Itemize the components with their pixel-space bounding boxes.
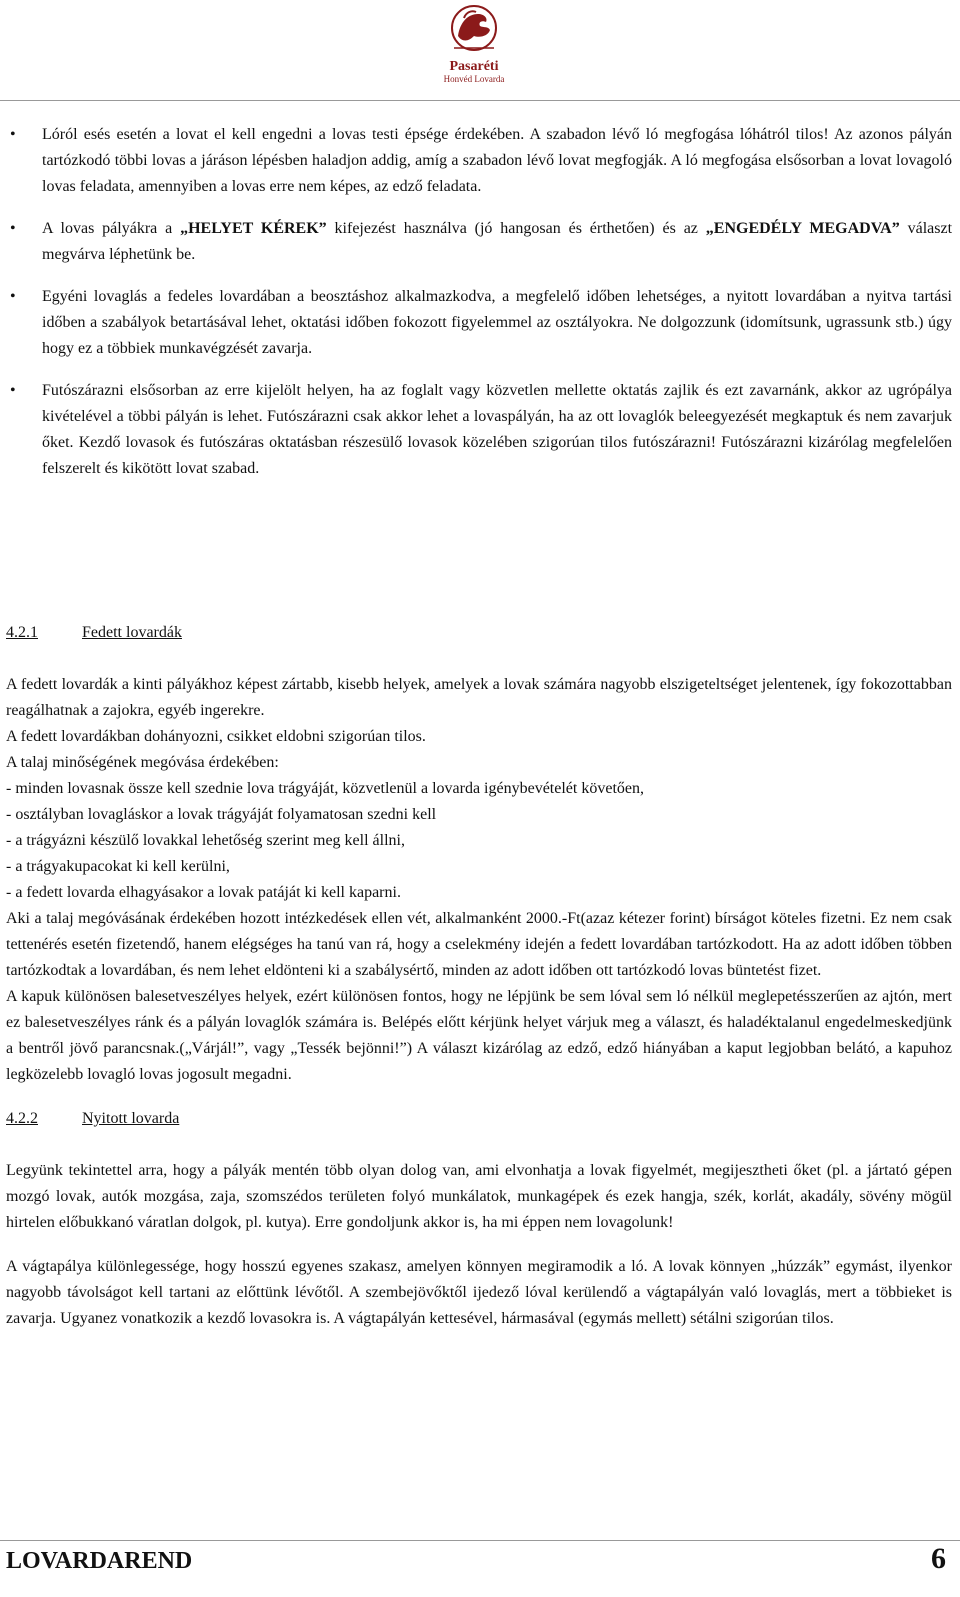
paragraph: A fedett lovardákban dohányozni, csikket eldobni szigorúan tilos. — [6, 728, 426, 745]
logo-subtitle: Honvéd Lovarda — [443, 74, 505, 84]
bullet-bold-permission: „ENGEDÉLY MEGADVA” — [705, 220, 900, 237]
bullet-item — [8, 378, 952, 482]
bullet-text: Egyéni lovaglás a fedeles lovardában a beosztáshoz alkalmazkodva, a megfelelő időben lehetséges, a nyitott lovardában a nyitva tartási időben a szabályok betartásával lehet, oktatási időben fokozott figyelemmel az osztályokra. Ne dolgozzunk (idomítsunk, ugrassunk stb.) úgy hogy ez a többiek munkavégzését zavarja. — [42, 288, 952, 357]
paragraph: A fedett lovardák a kinti pályákhoz képest zártabb, kisebb helyek, amelyek a lovak számára nagyobb elszigeteltséget jelentenek, így fokozottabban reagálhatnak a zajokra, egyéb ingerekre. — [6, 676, 952, 719]
bullet-text: Lóról esés esetén a lovat el kell engedni a lovas testi épsége érdekében. A szabadon lévő ló megfogása lóhátról tilos! Az azonos pályán tartózkodó többi lovas a járáson lépésben haladjon addig, amíg a szabadon lévő lovat megfogják. A ló megfogása elsősorban a lovat lovagoló lovas feladata, amennyiben a lovas erre nem képes, az edző feladata. — [42, 126, 952, 195]
page-number: 6 — [931, 1542, 946, 1575]
bullet-bold-request: „HELYET KÉREK” — [180, 220, 327, 237]
list-item: - a trágyázni készülő lovakkal lehetőség szerint meg kell állni, — [6, 832, 405, 849]
paragraph: A vágtapálya különlegessége, hogy hosszú egyenes szakasz, amelyen könnyen megiramodik a ló. A lovak könnyen „húzzák” egymást, ilyenkor nagyobb távolságot kell tartani az előttünk lévőtől. A szembejövőktől ijedező lóval kerülendő a vágtapályán való lovaglás, mert a többieket is zavarja. Ugyanez vonatkozik a kezdő lovasokra is. A vágtapályán kettesével, hármasával (egymás mellett) sétálni szigorúan tilos. — [6, 1258, 952, 1327]
bullet-icon: • — [10, 382, 16, 399]
paragraph: Aki a talaj megóvásának érdekében hozott intézkedések ellen vét, alkalmanként 2000.-Ft(azaz kétezer forint) bírságot köteles fizetni. Ez nem csak tettenérés esetén fizetendő, hanem elégséges ha tanú van rá, hogy a cselekmény idején a fedett lovardában tartózkodott. Ha az adott időben többen tartózkodtak a lovardában, és nem lehet eldönteni ki a szabálysértő, minden az adott időben ott tartózkodó lovas büntetést fizet. — [6, 910, 952, 979]
paragraph: A talaj minőségének megóvása érdekében: — [6, 754, 279, 771]
header-divider — [0, 100, 960, 101]
section-number: 4.2.1 — [6, 624, 38, 641]
list-item: - minden lovasnak össze kell szednie lova trágyáját, közvetlenül a lovarda igénybevételét követően, — [6, 780, 644, 797]
main-content — [6, 620, 952, 1332]
horse-logo-icon — [434, 2, 514, 62]
list-item: - a fedett lovarda elhagyásakor a lovak patáját ki kell kaparni. — [6, 884, 401, 901]
bullet-text-pre: A lovas pályákra a — [42, 220, 181, 237]
list-item: - a trágyakupacokat ki kell kerülni, — [6, 858, 230, 875]
bullet-icon: • — [10, 126, 16, 143]
section-heading-4-2-1 — [6, 620, 952, 646]
bullet-item — [8, 216, 952, 268]
section-heading-4-2-2 — [6, 1106, 952, 1132]
bullet-item — [8, 284, 952, 362]
footer-title: LOVARDAREND — [6, 1548, 193, 1574]
section-title: Fedett lovardák — [82, 624, 182, 641]
rules-bullet-list — [8, 122, 952, 498]
page-footer — [0, 1540, 960, 1597]
paragraph: Legyünk tekintettel arra, hogy a pályák mentén több olyan dolog van, ami elvonhatja a lovak figyelmét, megijesztheti őket (pl. a jártató gépen mozgó lovak, autók mozgása, zaja, szomszédos területen folyó munkálatok, munkagépek és ezek hangja, szék, korlát, akadály, sövény mögül hirtelen előbukkanó váratlan dolgok, pl. kutya). Erre gondoljunk akkor is, ha mi éppen nem lovagolunk! — [6, 1162, 952, 1231]
section-number: 4.2.2 — [6, 1110, 38, 1127]
bullet-text-post: választ megvárva léphetünk be. — [42, 220, 953, 263]
list-item: - osztályban lovagláskor a lovak trágyáját folyamatosan szedni kell — [6, 806, 437, 823]
page-header — [0, 0, 960, 100]
bullet-item — [8, 122, 952, 200]
section-title: Nyitott lovarda — [82, 1110, 180, 1127]
footer-divider — [0, 1540, 960, 1541]
club-logo — [416, 2, 532, 94]
bullet-text-mid: kifejezést használva (jó hangosan és érthetően) és az — [326, 220, 706, 237]
bullet-icon: • — [10, 288, 16, 305]
paragraph: A kapuk különösen balesetveszélyes helyek, ezért különösen fontos, hogy ne lépjünk be sem lóval sem ló nélkül meglepetésszerűen az ajtón, mert ez balesetveszélyes ránk és a pályán lovaglók számára is. Belépés előtt kérjünk helyet várjuk meg a választ, és haladéktalanul engedelmeskedjünk a bentről jövő parancsnak.(„Várjál!”, vagy „Tessék bejönni!”) A választ kizárólag az edző, edző hiányában a kaput legjobban belátó, a kapuhoz legközelebb lovagló lovas jogosult megadni. — [6, 988, 952, 1083]
logo-name: Pasaréti — [449, 59, 499, 74]
bullet-text: Futószárazni elsősorban az erre kijelölt helyen, ha az foglalt vagy közvetlen mellette oktatás zajlik és ezt zavarnánk, akkor az ugrópálya kivételével a többi pályán is lehet. Futószárazni csak akkor lehet a lovaspályán, ha az ott lovaglók beleegyezését megkaptuk és nem zavarjuk őket. Kezdő lovasok és futószáras oktatásban részesülő lovasok közelében szigorúan tilos futószárazni! Futószárazni kizárólag megfelelően felszerelt és kikötött lovat szabad. — [42, 382, 952, 477]
bullet-icon: • — [10, 220, 16, 237]
